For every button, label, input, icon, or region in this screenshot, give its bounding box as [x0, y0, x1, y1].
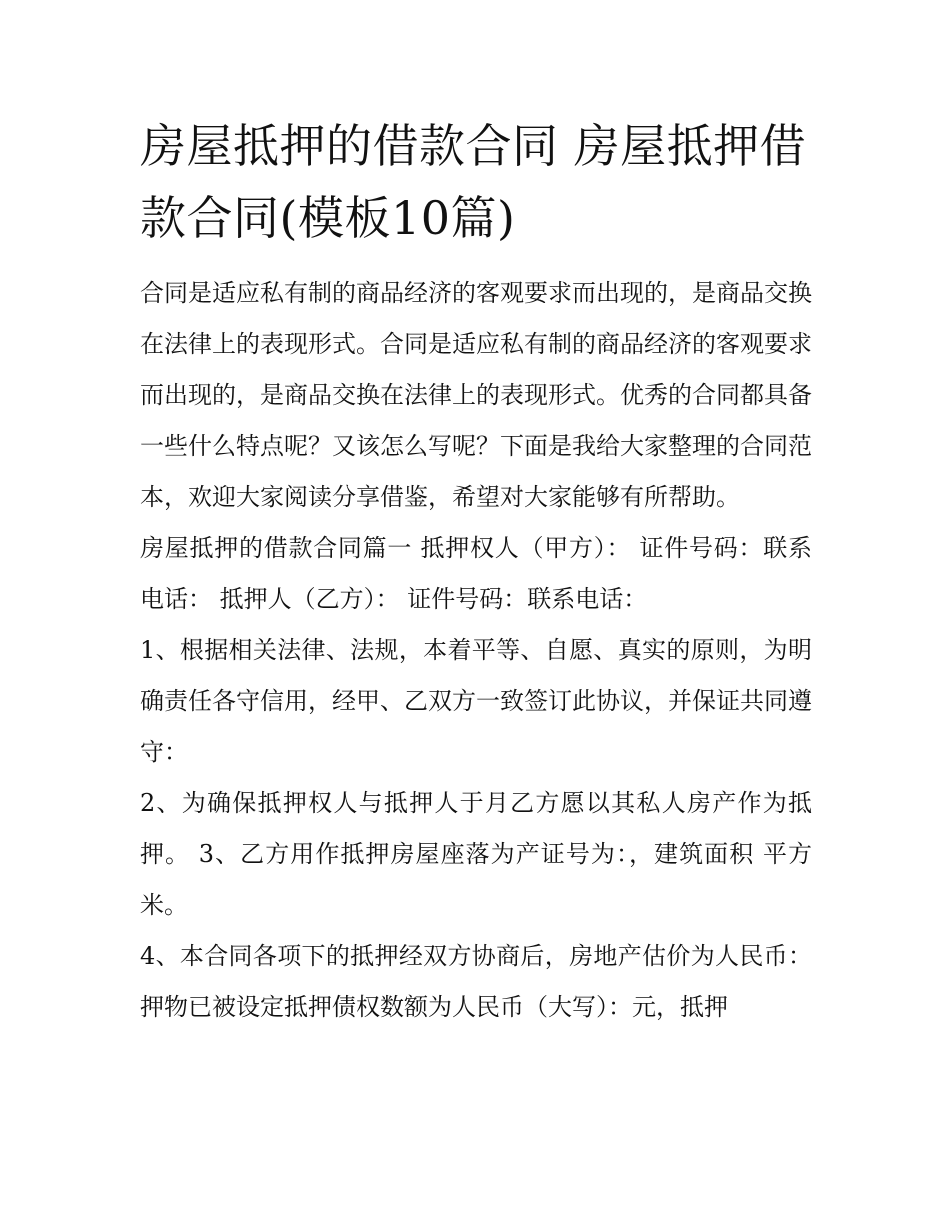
clause-4-paragraph: 4、本合同各项下的抵押经双方协商后，房地产估价为人民币：押物已被设定抵押债权数额为人民币（大写）：元，抵押	[140, 942, 812, 1021]
contract-parties-paragraph: 房屋抵押的借款合同篇一 抵押权人（甲方）： 证件号码：联系电话： 抵押人（乙方）： 证件号码：联系电话：	[140, 534, 812, 613]
intro-paragraph: 合同是适应私有制的商品经济的客观要求而出现的，是商品交换在法律上的表现形式。合同是适应私有制的商品经济的客观要求而出现的，是商品交换在法律上的表现形式。优秀的合同都具备一些什么特点呢？又该怎么写呢？下面是我给大家整理的合同范本，欢迎大家阅读分享借鉴，希望对大家能够有所帮助。	[140, 279, 812, 511]
clause-1-paragraph: 1、根据相关法律、法规，本着平等、自愿、真实的原则，为明确责任各守信用，经甲、乙双方一致签订此协议，并保证共同遵守：	[140, 636, 812, 766]
clause-2-3-paragraph: 2、为确保抵押权人与抵押人于月乙方愿以其私人房产作为抵押。 3、乙方用作抵押房屋座落为产证号为：，建筑面积 平方米。	[140, 789, 812, 919]
document-page	[140, 110, 812, 1033]
document-title: 房屋抵押的借款合同 房屋抵押借款合同(模板10篇)	[140, 119, 807, 245]
